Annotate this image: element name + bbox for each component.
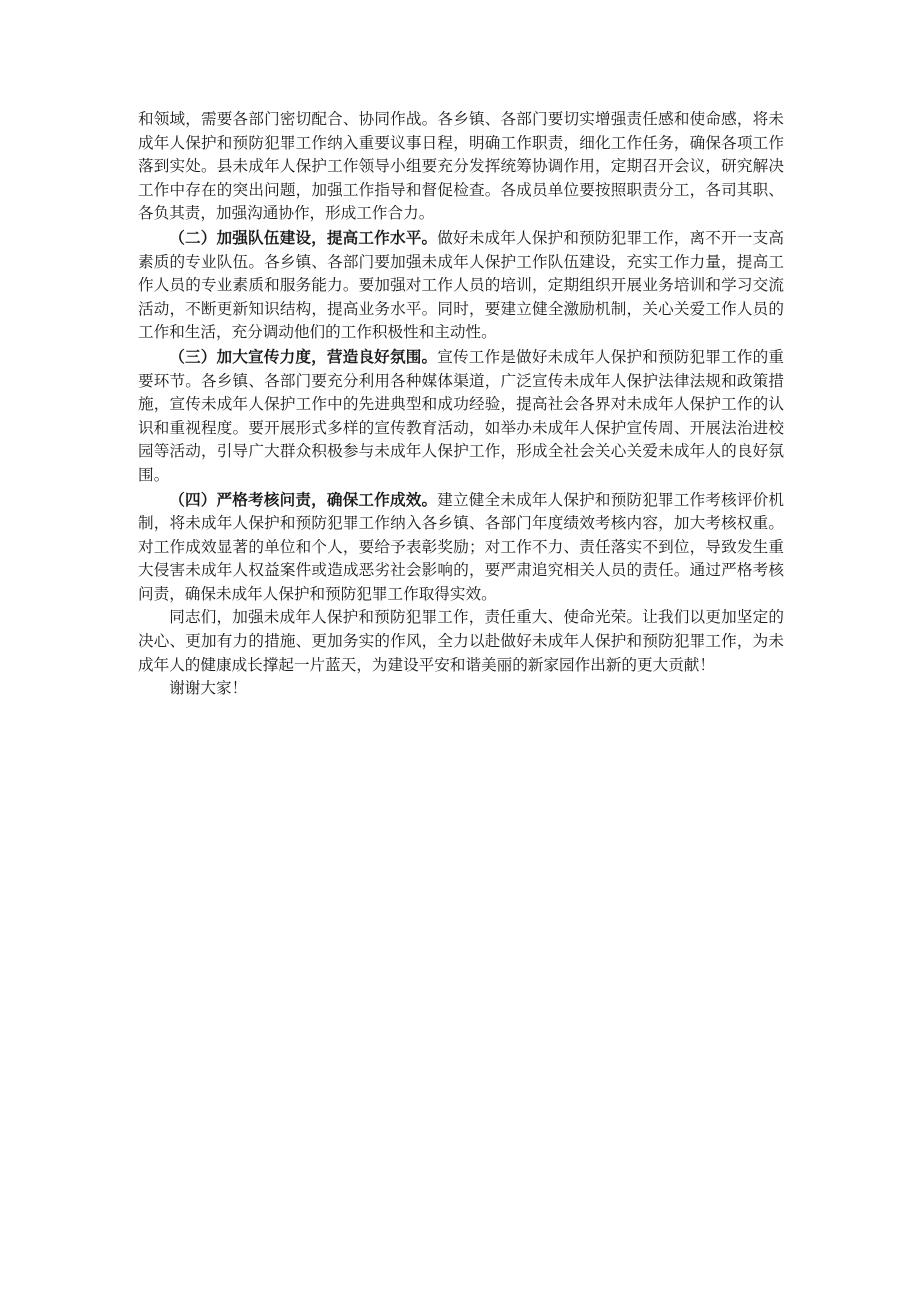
paragraph-thanks: [138, 677, 784, 701]
paragraph-assessment: [138, 488, 784, 607]
paragraph-team-building: [138, 226, 784, 345]
paragraph-closing: [138, 606, 784, 677]
section-heading: （四）严格考核问责，确保工作成效。: [169, 489, 438, 509]
paragraph-continuation: [138, 108, 784, 226]
paragraph-text: 宣传工作是做好未成年人保护和预防犯罪工作的重要环节。各乡镇、各部门要充分利用各种媒体渠道，广泛宣传未成年人保护法律法规和政策措施，宣传未成年人保护工作中的先进典型和成功经验，提高社会各界对未成年人保护工作的认识和重视程度。要开展形式多样的宣传教育活动，如举办未成年人保护宣传周、开展法治进校园等活动，引导广大群众积极参与未成年人保护工作，形成全社会关心关爱未成年人的良好氛围。: [138, 347, 784, 484]
document-body: [138, 108, 784, 701]
section-heading: （二）加强队伍建设，提高工作水平。: [169, 227, 438, 247]
section-heading: （三）加大宣传力度，营造良好氛围。: [169, 346, 438, 366]
paragraph-text: 谢谢大家！: [169, 679, 248, 698]
paragraph-text: 做好未成年人保护和预防犯罪工作，离不开一支高素质的专业队伍。各乡镇、各部门要加强未成年人保护工作队伍建设，充实工作力量，提高工作人员的专业素质和服务能力。要加强对工作人员的培训，定期组织开展业务培训和学习交流活动，不断更新知识结构，提高业务水平。同时，要建立健全激励机制，关心关爱工作人员的工作和生活，充分调动他们的工作积极性和主动性。: [138, 228, 784, 342]
paragraph-text: 同志们，加强未成年人保护和预防犯罪工作，责任重大、使命光荣。让我们以更加坚定的决心、更加有力的措施、更加务实的作风，全力以赴做好未成年人保护和预防犯罪工作，为未成年人的健康成长撑起一片蓝天，为建设平安和谐美丽的新家园作出新的更大贡献！: [138, 608, 784, 674]
paragraph-text: 建立健全未成年人保护和预防犯罪工作考核评价机制，将未成年人保护和预防犯罪工作纳入各乡镇、各部门年度绩效考核内容，加大考核权重。对工作成效显著的单位和个人，要给予表彰奖励；对工作不力、责任落实不到位，导致发生重大侵害未成年人权益案件或造成恶劣社会影响的，要严肃追究相关人员的责任。通过严格考核问责，确保未成年人保护和预防犯罪工作取得实效。: [138, 490, 784, 603]
paragraph-text: 和领域，需要各部门密切配合、协同作战。各乡镇、各部门要切实增强责任感和使命感，将未成年人保护和预防犯罪工作纳入重要议事日程，明确工作职责，细化工作任务，确保各项工作落到实处。县未成年人保护工作领导小组要充分发挥统筹协调作用，定期召开会议，研究解决工作中存在的突出问题，加强工作指导和督促检查。各成员单位要按照职责分工，各司其职、各负其责，加强沟通协作，形成工作合力。: [138, 110, 784, 223]
paragraph-publicity: [138, 345, 784, 488]
